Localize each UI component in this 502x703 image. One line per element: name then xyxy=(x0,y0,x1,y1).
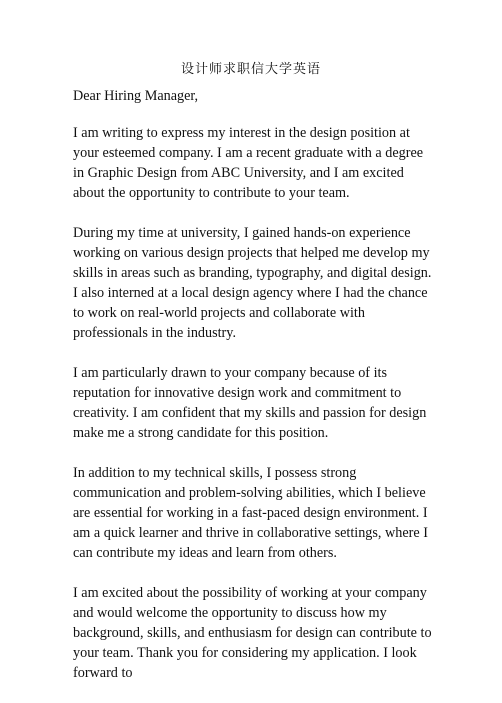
paragraph-soft-skills: In addition to my technical skills, I possess strong communication and problem-solving abilities, which I believe are essential for working in a fast-paced design environment. I am a quick learner and thrive in collaborative settings, where I can contribute my ideas and learn from others. xyxy=(73,465,428,561)
paragraph-intro: I am writing to express my interest in the design position at your esteemed company. I am a recent graduate with a degree in Graphic Design from ABC University, and I am excited about the opportunity to contribute to your team. xyxy=(73,125,424,201)
document-title: 设计师求职信大学英语 xyxy=(180,61,321,76)
salutation: Dear Hiring Manager, xyxy=(73,88,199,104)
paragraph-motivation: I am particularly drawn to your company because of its reputation for innovative design work and commitment to creativity. I am confident that my skills and passion for design make me a strong candidate for this position. xyxy=(73,365,427,441)
letter-body xyxy=(73,86,433,703)
paragraph-closing: I am excited about the possibility of working at your company and would welcome the opportunity to discuss how my background, skills, and enthusiasm for design can contribute to your team. Thank you for considering my application. I look forward to xyxy=(73,585,432,681)
paragraph-experience: During my time at university, I gained hands-on experience working on various design projects that helped me develop my skills in areas such as branding, typography, and digital design. I also interned at a local design agency where I had the chance to work on real-world projects and collaborate with professionals in the industry. xyxy=(73,225,432,341)
